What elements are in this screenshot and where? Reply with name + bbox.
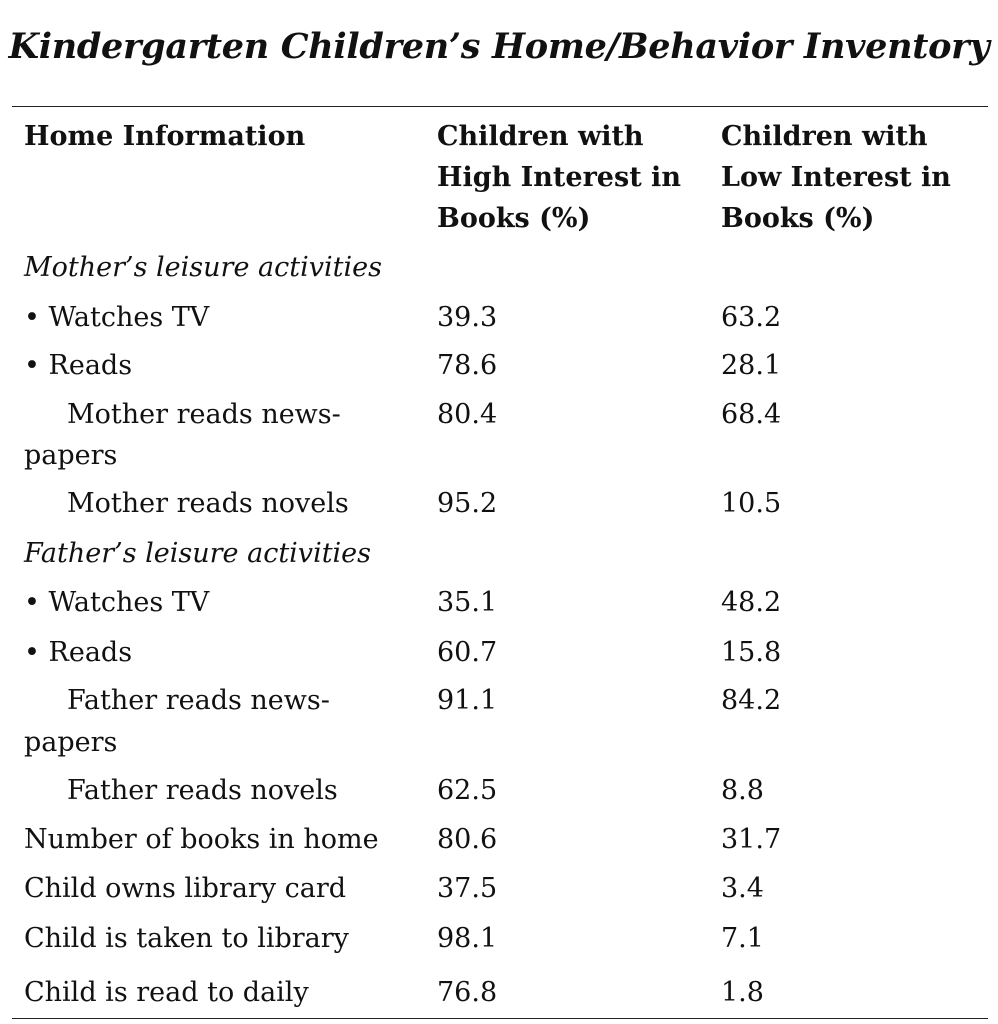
row-high-value: 95.2 bbox=[437, 488, 498, 519]
row-label: Child is taken to library bbox=[24, 923, 349, 954]
row-high-value: 35.1 bbox=[437, 587, 498, 618]
row-low-value: 48.2 bbox=[721, 587, 782, 618]
row-high-value: 37.5 bbox=[437, 873, 498, 904]
row-low-value: 15.8 bbox=[721, 637, 782, 668]
row-low-value: 7.1 bbox=[721, 923, 764, 954]
header-high-line-2: High Interest in bbox=[437, 162, 681, 193]
row-high-value: 78.6 bbox=[437, 350, 498, 381]
row-label-line-2: papers bbox=[24, 727, 118, 758]
section-father-leisure: Father’s leisure activities bbox=[24, 538, 372, 569]
row-label-line-1: Father reads news- bbox=[67, 685, 330, 716]
row-low-value: 8.8 bbox=[721, 775, 764, 806]
row-low-value: 10.5 bbox=[721, 488, 782, 519]
row-label: • Watches TV bbox=[24, 297, 209, 339]
row-label: • Reads bbox=[24, 632, 132, 674]
row-label-line-2: papers bbox=[24, 440, 118, 471]
row-label: Father reads novels bbox=[67, 775, 338, 806]
row-low-value: 63.2 bbox=[721, 302, 782, 333]
row-low-value: 84.2 bbox=[721, 685, 782, 716]
row-label: Mother reads novels bbox=[67, 488, 349, 519]
row-low-value: 31.7 bbox=[721, 824, 782, 855]
header-low-interest bbox=[721, 116, 951, 239]
row-high-value: 98.1 bbox=[437, 923, 498, 954]
row-high-value: 80.6 bbox=[437, 824, 498, 855]
header-home-information: Home Information bbox=[24, 121, 306, 152]
row-high-value: 91.1 bbox=[437, 685, 498, 716]
header-high-line-3: Books (%) bbox=[437, 203, 591, 234]
header-high-interest bbox=[437, 116, 681, 239]
header-low-line-2: Low Interest in bbox=[721, 162, 951, 193]
row-high-value: 80.4 bbox=[437, 399, 498, 430]
row-low-value: 3.4 bbox=[721, 873, 764, 904]
row-label: Child owns library card bbox=[24, 873, 347, 904]
header-high-line-1: Children with bbox=[437, 121, 644, 152]
row-low-value: 68.4 bbox=[721, 399, 782, 430]
row-low-value: 1.8 bbox=[721, 977, 764, 1008]
table-title: Kindergarten Children’s Home/Behavior Inventory bbox=[8, 26, 990, 67]
row-high-value: 76.8 bbox=[437, 977, 498, 1008]
row-label: • Reads bbox=[24, 345, 132, 387]
row-high-value: 60.7 bbox=[437, 637, 498, 668]
header-low-line-1: Children with bbox=[721, 121, 928, 152]
header-low-line-3: Books (%) bbox=[721, 203, 875, 234]
row-label: Child is read to daily bbox=[24, 977, 309, 1008]
bottom-rule bbox=[12, 1018, 988, 1019]
row-label: Number of books in home bbox=[24, 824, 379, 855]
row-high-value: 39.3 bbox=[437, 302, 498, 333]
section-mother-leisure: Mother’s leisure activities bbox=[24, 252, 382, 283]
row-high-value: 62.5 bbox=[437, 775, 498, 806]
row-label: • Watches TV bbox=[24, 582, 209, 624]
row-low-value: 28.1 bbox=[721, 350, 782, 381]
row-label-line-1: Mother reads news- bbox=[67, 399, 341, 430]
top-rule bbox=[12, 106, 988, 107]
